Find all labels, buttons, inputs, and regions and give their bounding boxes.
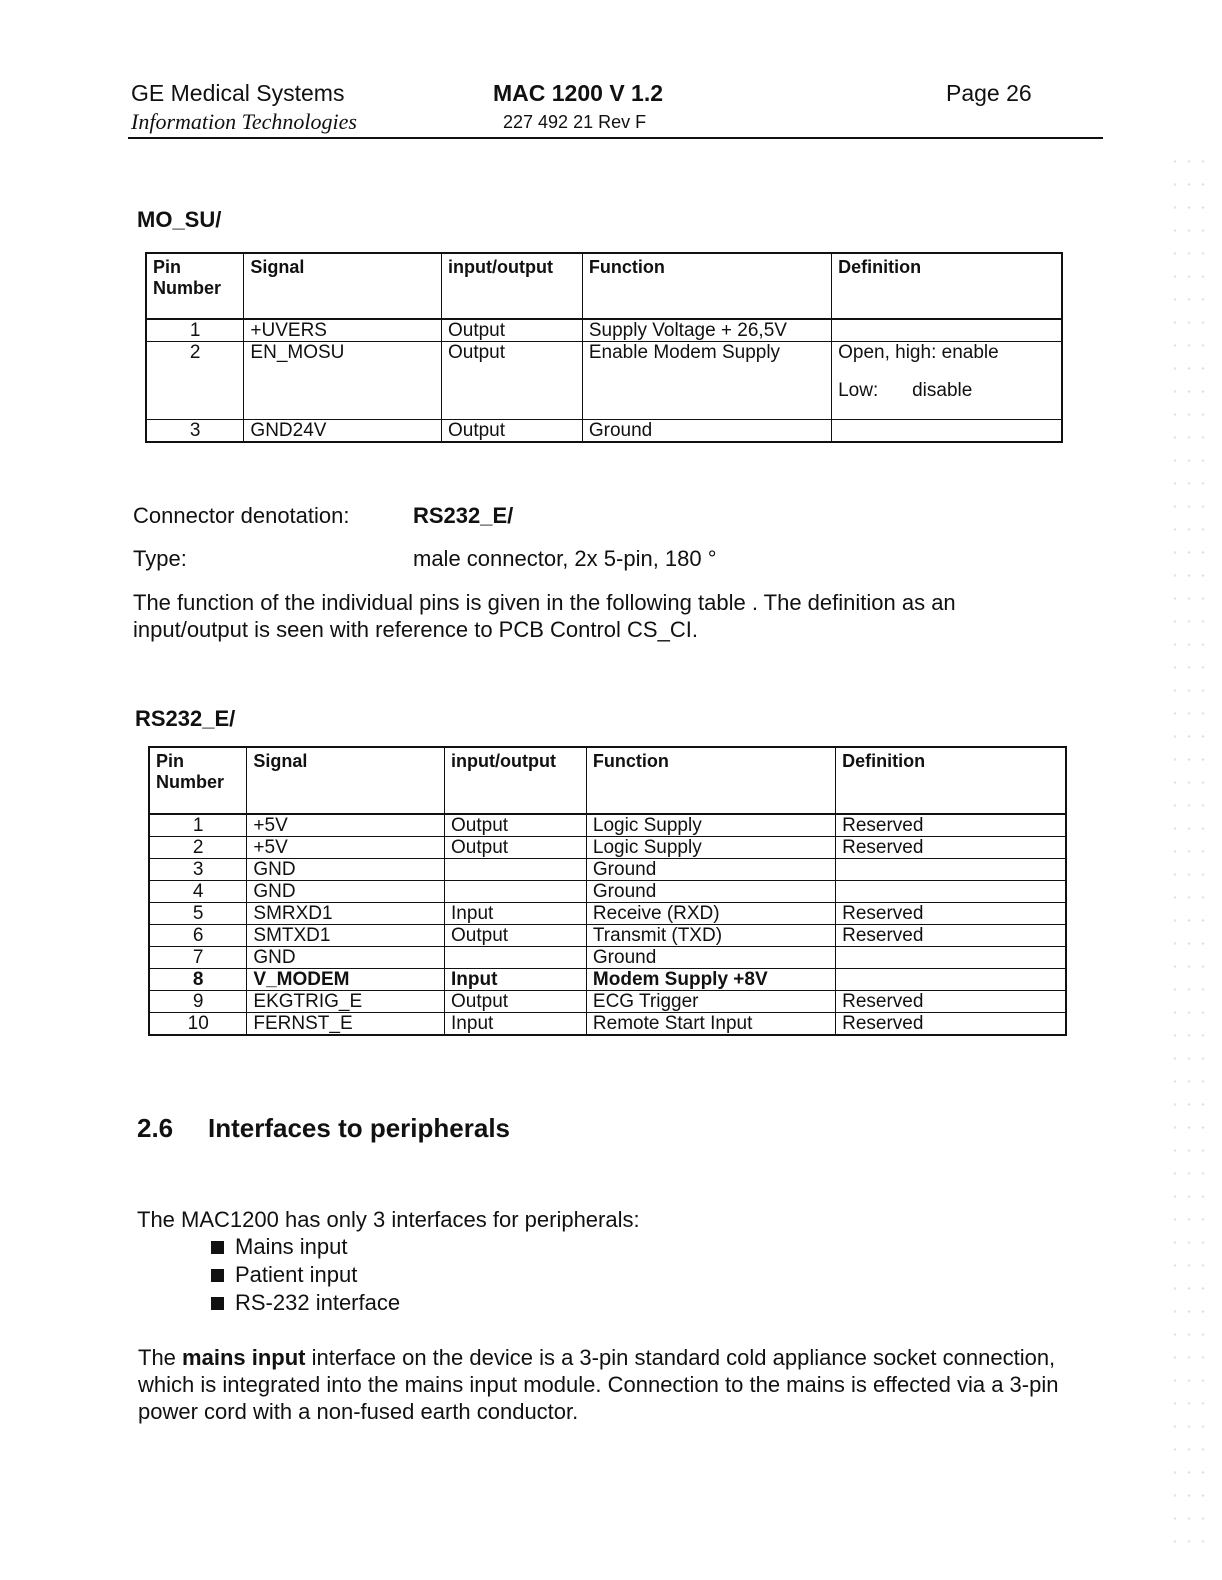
pin-number: 2 [146, 342, 244, 420]
pin-definition: Reserved [836, 1013, 1066, 1036]
pin-function: Ground [586, 881, 835, 903]
pin-number: 2 [149, 837, 247, 859]
pin-definition: Reserved [836, 925, 1066, 947]
column-header: input/output [441, 253, 582, 319]
pin-number: 4 [149, 881, 247, 903]
pin-number: 1 [149, 814, 247, 837]
pin-definition: Reserved [836, 837, 1066, 859]
pin-function: Ground [582, 420, 831, 443]
bullet-square-icon [211, 1269, 224, 1282]
bullet-square-icon [211, 1241, 224, 1254]
io-direction [445, 947, 587, 969]
column-header: Pin Number [146, 253, 244, 319]
table-header-row [146, 253, 1062, 319]
pin-definition: Reserved [836, 991, 1066, 1013]
connector-type-label: Type: [133, 546, 187, 571]
connector-type-value: male connector, 2x 5-pin, 180 ° [413, 546, 717, 571]
pin-function: Supply Voltage + 26,5V [582, 319, 831, 342]
bullet-square-icon [211, 1297, 224, 1310]
table-row [149, 925, 1066, 947]
paragraph-rest: interface on the device is a 3-pin standard cold appliance socket connection, which is integrated into the mains input module. Connection to the mains is effected via a 3-pin power cord with a non-fused earth conductor. [138, 1345, 1059, 1424]
column-header: Function [586, 747, 835, 814]
table-row [149, 903, 1066, 925]
signal-name: GND [247, 881, 445, 903]
pin-number: 8 [149, 969, 247, 991]
pin-definition [836, 881, 1066, 903]
list-item-label: Patient input [235, 1262, 358, 1287]
pin-number: 3 [146, 420, 244, 443]
column-header: Signal [244, 253, 442, 319]
signal-name: +5V [247, 837, 445, 859]
signal-name: SMTXD1 [247, 925, 445, 947]
table-row [149, 859, 1066, 881]
rs232-table-title: RS232_E/ [135, 706, 236, 731]
signal-name: EKGTRIG_E [247, 991, 445, 1013]
signal-name: GND24V [244, 420, 442, 443]
pin-function: Remote Start Input [586, 1013, 835, 1036]
page-number: Page 26 [946, 80, 1032, 106]
io-direction: Output [445, 991, 587, 1013]
table-row [146, 319, 1062, 342]
signal-name: +UVERS [244, 319, 442, 342]
pin-function: Logic Supply [586, 814, 835, 837]
list-item-label: Mains input [235, 1234, 348, 1259]
list-item [209, 1289, 400, 1317]
io-direction: Output [441, 319, 582, 342]
connector-denotation-label: Connector denotation: [133, 503, 350, 528]
table-row [149, 814, 1066, 837]
pin-function: Ground [586, 947, 835, 969]
connector-denotation-value: RS232_E/ [413, 503, 514, 528]
io-direction: Input [445, 1013, 587, 1036]
department-name: Information Technologies [131, 109, 357, 134]
connector-description: The function of the individual pins is given in the following table . The definition as an input/output is seen with reference to PCB Control CS_CI. [133, 590, 956, 642]
pin-number: 7 [149, 947, 247, 969]
signal-name: V_MODEM [247, 969, 445, 991]
io-direction [445, 881, 587, 903]
section-title: Interfaces to peripherals [208, 1113, 510, 1143]
pin-number: 1 [146, 319, 244, 342]
signal-name: GND [247, 859, 445, 881]
column-header: Function [582, 253, 831, 319]
table-row [146, 420, 1062, 443]
io-direction [445, 859, 587, 881]
signal-name: SMRXD1 [247, 903, 445, 925]
table-row [149, 947, 1066, 969]
io-direction: Input [445, 903, 587, 925]
column-header: Signal [247, 747, 445, 814]
paragraph-bold-term: mains input [182, 1345, 306, 1370]
list-item-label: RS-232 interface [235, 1290, 401, 1315]
table-row [149, 881, 1066, 903]
column-header: Definition [836, 747, 1066, 814]
pin-function: Receive (RXD) [586, 903, 835, 925]
pin-number: 3 [149, 859, 247, 881]
pin-definition [832, 342, 1062, 420]
pin-number: 10 [149, 1013, 247, 1036]
pin-function: Transmit (TXD) [586, 925, 835, 947]
list-item [209, 1261, 400, 1289]
pin-function: Modem Supply +8V [586, 969, 835, 991]
list-item [209, 1233, 400, 1261]
table-row [149, 837, 1066, 859]
pin-definition [836, 947, 1066, 969]
definition-low-value: disable [912, 380, 973, 401]
table-header-row [149, 747, 1066, 814]
document-title: MAC 1200 V 1.2 [493, 80, 664, 106]
peripheral-list [209, 1233, 400, 1317]
io-direction: Input [445, 969, 587, 991]
signal-name: GND [247, 947, 445, 969]
paragraph-prefix: The [138, 1345, 183, 1370]
table-row [149, 1013, 1066, 1036]
pin-number: 6 [149, 925, 247, 947]
document-number: 227 492 21 Rev F [503, 112, 647, 132]
io-direction: Output [445, 925, 587, 947]
pin-number: 9 [149, 991, 247, 1013]
pin-function: Ground [586, 859, 835, 881]
rs232-pin-table [148, 746, 1067, 1036]
pin-function: Logic Supply [586, 837, 835, 859]
column-header: Pin Number [149, 747, 247, 814]
pin-definition [832, 319, 1062, 342]
mosu-table-title: MO_SU/ [137, 207, 222, 232]
pin-definition: Reserved [836, 814, 1066, 837]
table-row-highlighted [149, 969, 1066, 991]
section-intro: The MAC1200 has only 3 interfaces for peripherals: [137, 1207, 640, 1232]
section-number: 2.6 [137, 1113, 174, 1143]
io-direction: Output [441, 420, 582, 443]
pin-definition [836, 859, 1066, 881]
pin-definition: Reserved [836, 903, 1066, 925]
pin-function: Enable Modem Supply [582, 342, 831, 420]
signal-name: +5V [247, 814, 445, 837]
io-direction: Output [445, 814, 587, 837]
company-name: GE Medical Systems [131, 80, 345, 106]
table-row [146, 342, 1062, 420]
column-header: input/output [445, 747, 587, 814]
pin-definition [836, 969, 1066, 991]
table-row [149, 991, 1066, 1013]
definition-low [838, 380, 1055, 401]
pin-definition [832, 420, 1062, 443]
definition-low-label: Low: [838, 380, 879, 401]
definition-high: Open, high: enable [838, 342, 999, 363]
header-divider [128, 137, 1103, 139]
io-direction: Output [445, 837, 587, 859]
pin-function: ECG Trigger [586, 991, 835, 1013]
signal-name: FERNST_E [247, 1013, 445, 1036]
mains-input-paragraph [138, 1344, 1068, 1425]
io-direction: Output [441, 342, 582, 420]
signal-name: EN_MOSU [244, 342, 442, 420]
column-header: Definition [832, 253, 1062, 319]
mosu-pin-table [145, 252, 1063, 443]
scan-artifact [1168, 150, 1208, 1550]
pin-number: 5 [149, 903, 247, 925]
